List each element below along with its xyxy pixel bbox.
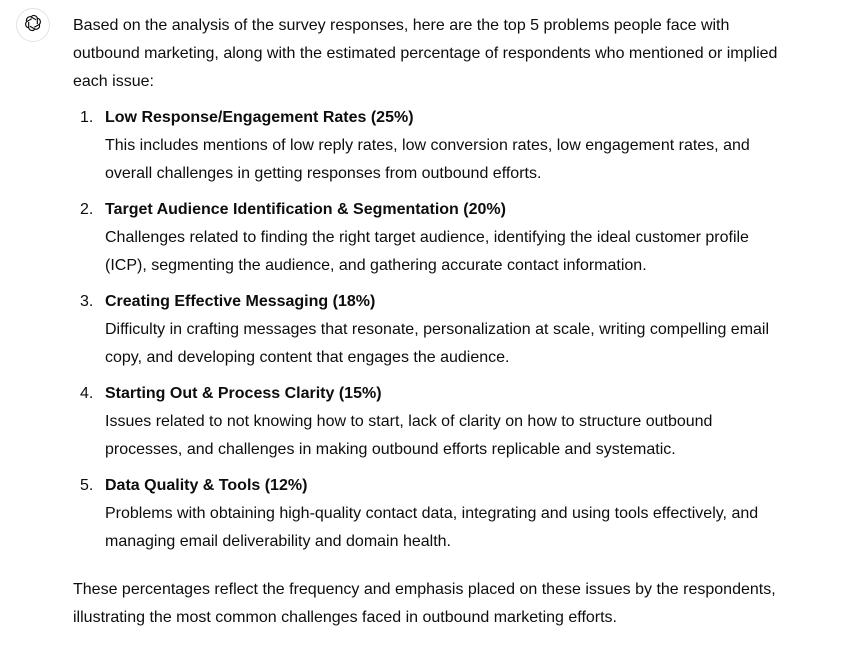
list-item-description: Difficulty in crafting messages that resonate, personalization at scale, writing compelling email copy, and developing content that engages the audience. <box>105 321 770 366</box>
list-item <box>73 472 793 556</box>
assistant-avatar <box>16 8 50 42</box>
list-item <box>73 288 793 372</box>
openai-logo-icon <box>23 13 43 38</box>
list-item-title: Data Quality & Tools (12%) <box>105 477 308 494</box>
list-item-title: Starting Out & Process Clarity (15%) <box>105 385 382 402</box>
list-item-number: 2. <box>80 201 94 218</box>
list-item-number: 1. <box>80 109 94 126</box>
list-item <box>73 196 793 280</box>
list-item-description: Challenges related to finding the right target audience, identifying the ideal customer profile (ICP), segmenting the audience, and gathering accurate contact information. <box>105 229 749 274</box>
list-item-number: 4. <box>80 385 94 402</box>
message-outro: These percentages reflect the frequency and emphasis placed on these issues by the respondents, illustrating the most common challenges faced in outbound marketing efforts. <box>73 581 776 626</box>
list-item-description: This includes mentions of low reply rates, low conversion rates, low engagement rates, and overall challenges in getting responses from outbound efforts. <box>105 137 750 182</box>
list-item-title: Target Audience Identification & Segmentation (20%) <box>105 201 506 218</box>
list-item <box>73 104 793 188</box>
assistant-message <box>73 12 793 632</box>
list-item-title: Low Response/Engagement Rates (25%) <box>105 109 414 126</box>
list-item-number: 5. <box>80 477 94 494</box>
list-item-number: 3. <box>80 293 94 310</box>
list-item <box>73 380 793 464</box>
list-item-description: Issues related to not knowing how to start, lack of clarity on how to structure outbound processes, and challenges in making outbound efforts replicable and systematic. <box>105 413 713 458</box>
message-intro: Based on the analysis of the survey responses, here are the top 5 problems people face with outbound marketing, along with the estimated percentage of respondents who mentioned or implied each issue: <box>73 17 778 90</box>
list-item-description: Problems with obtaining high-quality contact data, integrating and using tools effectively, and managing email deliverability and domain health. <box>105 505 759 550</box>
list-item-title: Creating Effective Messaging (18%) <box>105 293 376 310</box>
problem-list <box>73 104 793 556</box>
